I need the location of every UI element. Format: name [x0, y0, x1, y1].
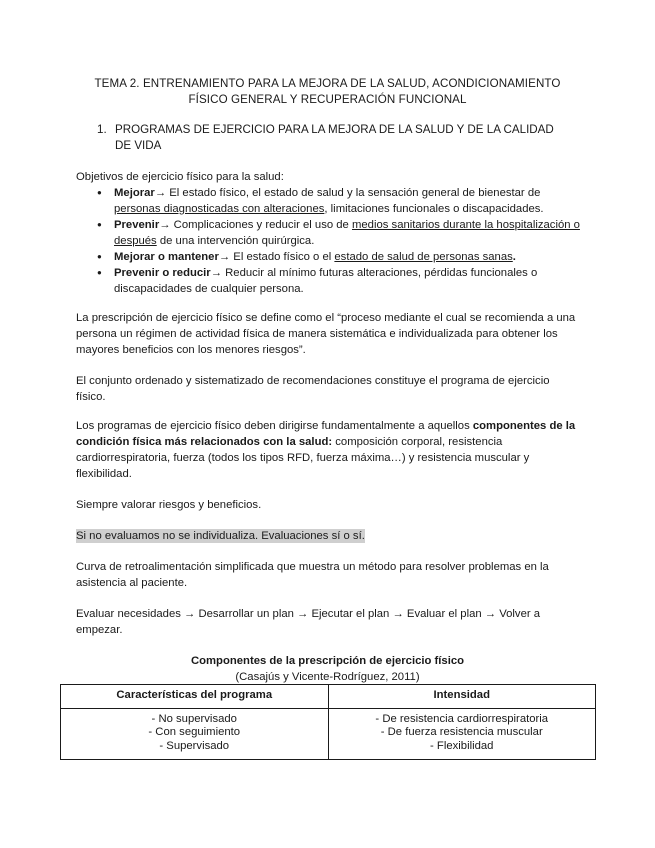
cell-line: - De fuerza resistencia muscular	[380, 726, 543, 738]
arrow-icon: →	[210, 267, 222, 279]
arrow-icon: →	[159, 219, 171, 231]
curve-paragraph: Curva de retroalimentación simplificada que muestra un método para resolver problemas en la asistencia al paciente.	[76, 561, 549, 589]
components-paragraph	[76, 418, 581, 482]
objective-underlined: estado de salud de personas sanas	[334, 251, 513, 263]
components-bold: componentes de la condición física más relacionados con la salud:	[76, 420, 576, 448]
title-line-2: FÍSICO GENERAL Y RECUPERACIÓN FUNCIONAL	[188, 93, 467, 106]
table-header: Intensidad	[328, 685, 596, 709]
document-title	[70, 76, 585, 108]
steps-paragraph: Evaluar necesidades → Desarrollar un plan → Ejecutar el plan → Evaluar el plan → Volver a empezar.	[76, 608, 541, 636]
objective-text-end: , limitaciones funcionales o discapacidades.	[324, 203, 544, 215]
table-row	[61, 708, 596, 760]
cell-line: - Con seguimiento	[148, 726, 241, 738]
section-heading-line-1: PROGRAMAS DE EJERCICIO PARA LA MEJORA DE LA SALUD Y DE LA CALIDAD	[115, 123, 554, 136]
objective-text: El estado físico o el	[230, 251, 335, 263]
arrow-icon: →	[218, 251, 231, 263]
objective-text-end: .	[512, 251, 516, 263]
objective-term: Prevenir o reducir	[114, 267, 211, 279]
objective-underlined: personas diagnosticadas con alteraciones	[114, 203, 325, 215]
objectives-intro: Objetivos de ejercicio físico para la salud:	[76, 171, 284, 183]
list-item	[76, 265, 586, 297]
components-text-end: composición corporal, resistencia cardiorrespiratoria, fuerza (todos los tipos RFD, fuerza máxima…) y resistencia muscular y flexibilidad.	[76, 436, 530, 480]
objective-term: Mejorar o mantener	[114, 251, 219, 263]
objective-term: Mejorar	[114, 187, 155, 199]
table-source: (Casajús y Vicente-Rodríguez, 2011)	[235, 671, 420, 683]
table-cell	[61, 708, 329, 760]
highlight-paragraph	[76, 528, 581, 544]
list-item	[76, 185, 586, 217]
cell-line: - Flexibilidad	[430, 739, 494, 752]
arrow-icon: →	[154, 187, 167, 199]
objective-text: El estado físico, el estado de salud y la sensación general de bienestar de	[166, 187, 541, 199]
table-header-row	[61, 685, 596, 709]
cell-line: - No supervisado	[151, 712, 237, 725]
objective-text-end: de una intervención quirúrgica.	[156, 235, 315, 247]
section-number: 1.	[97, 123, 107, 136]
prescription-paragraph: La prescripción de ejercicio físico se define como el “proceso mediante el cual se recomienda a una persona un régimen de actividad física de manera sistemática e individualizada para obtener los mayores beneficios con los menores riesgos”.	[76, 312, 576, 356]
objectives-list	[76, 185, 586, 297]
components-table	[60, 684, 596, 760]
section-heading-line-2: DE VIDA	[115, 139, 162, 152]
cell-line: - De resistencia cardiorrespiratoria	[375, 712, 549, 725]
table-header: Características del programa	[61, 685, 329, 709]
title-line-1: TEMA 2. ENTRENAMIENTO PARA LA MEJORA DE LA SALUD, ACONDICIONAMIENTO	[94, 77, 561, 90]
table-title: Componentes de la prescripción de ejercicio físico	[190, 655, 465, 667]
objective-term: Prevenir	[114, 219, 160, 231]
components-text: Los programas de ejercicio físico deben dirigirse fundamentalmente a aquellos	[76, 420, 473, 432]
list-item	[76, 217, 586, 249]
risks-paragraph: Siempre valorar riesgos y beneficios.	[76, 499, 262, 511]
objective-underlined: medios sanitarios durante la hospitalización o después	[114, 219, 580, 247]
table-cell	[328, 708, 596, 760]
objective-text: Complicaciones y reducir el uso de	[170, 219, 352, 231]
objective-text: Reducir al mínimo futuras alteraciones, pérdidas funcionales o discapacidades de cualquier persona.	[114, 267, 538, 295]
program-paragraph: El conjunto ordenado y sistematizado de recomendaciones constituye el programa de ejercicio físico.	[76, 375, 550, 403]
list-item	[76, 249, 586, 265]
cell-line: - Supervisado	[159, 739, 230, 752]
highlighted-text: Si no evaluamos no se individualiza. Evaluaciones sí o sí.	[76, 530, 365, 542]
